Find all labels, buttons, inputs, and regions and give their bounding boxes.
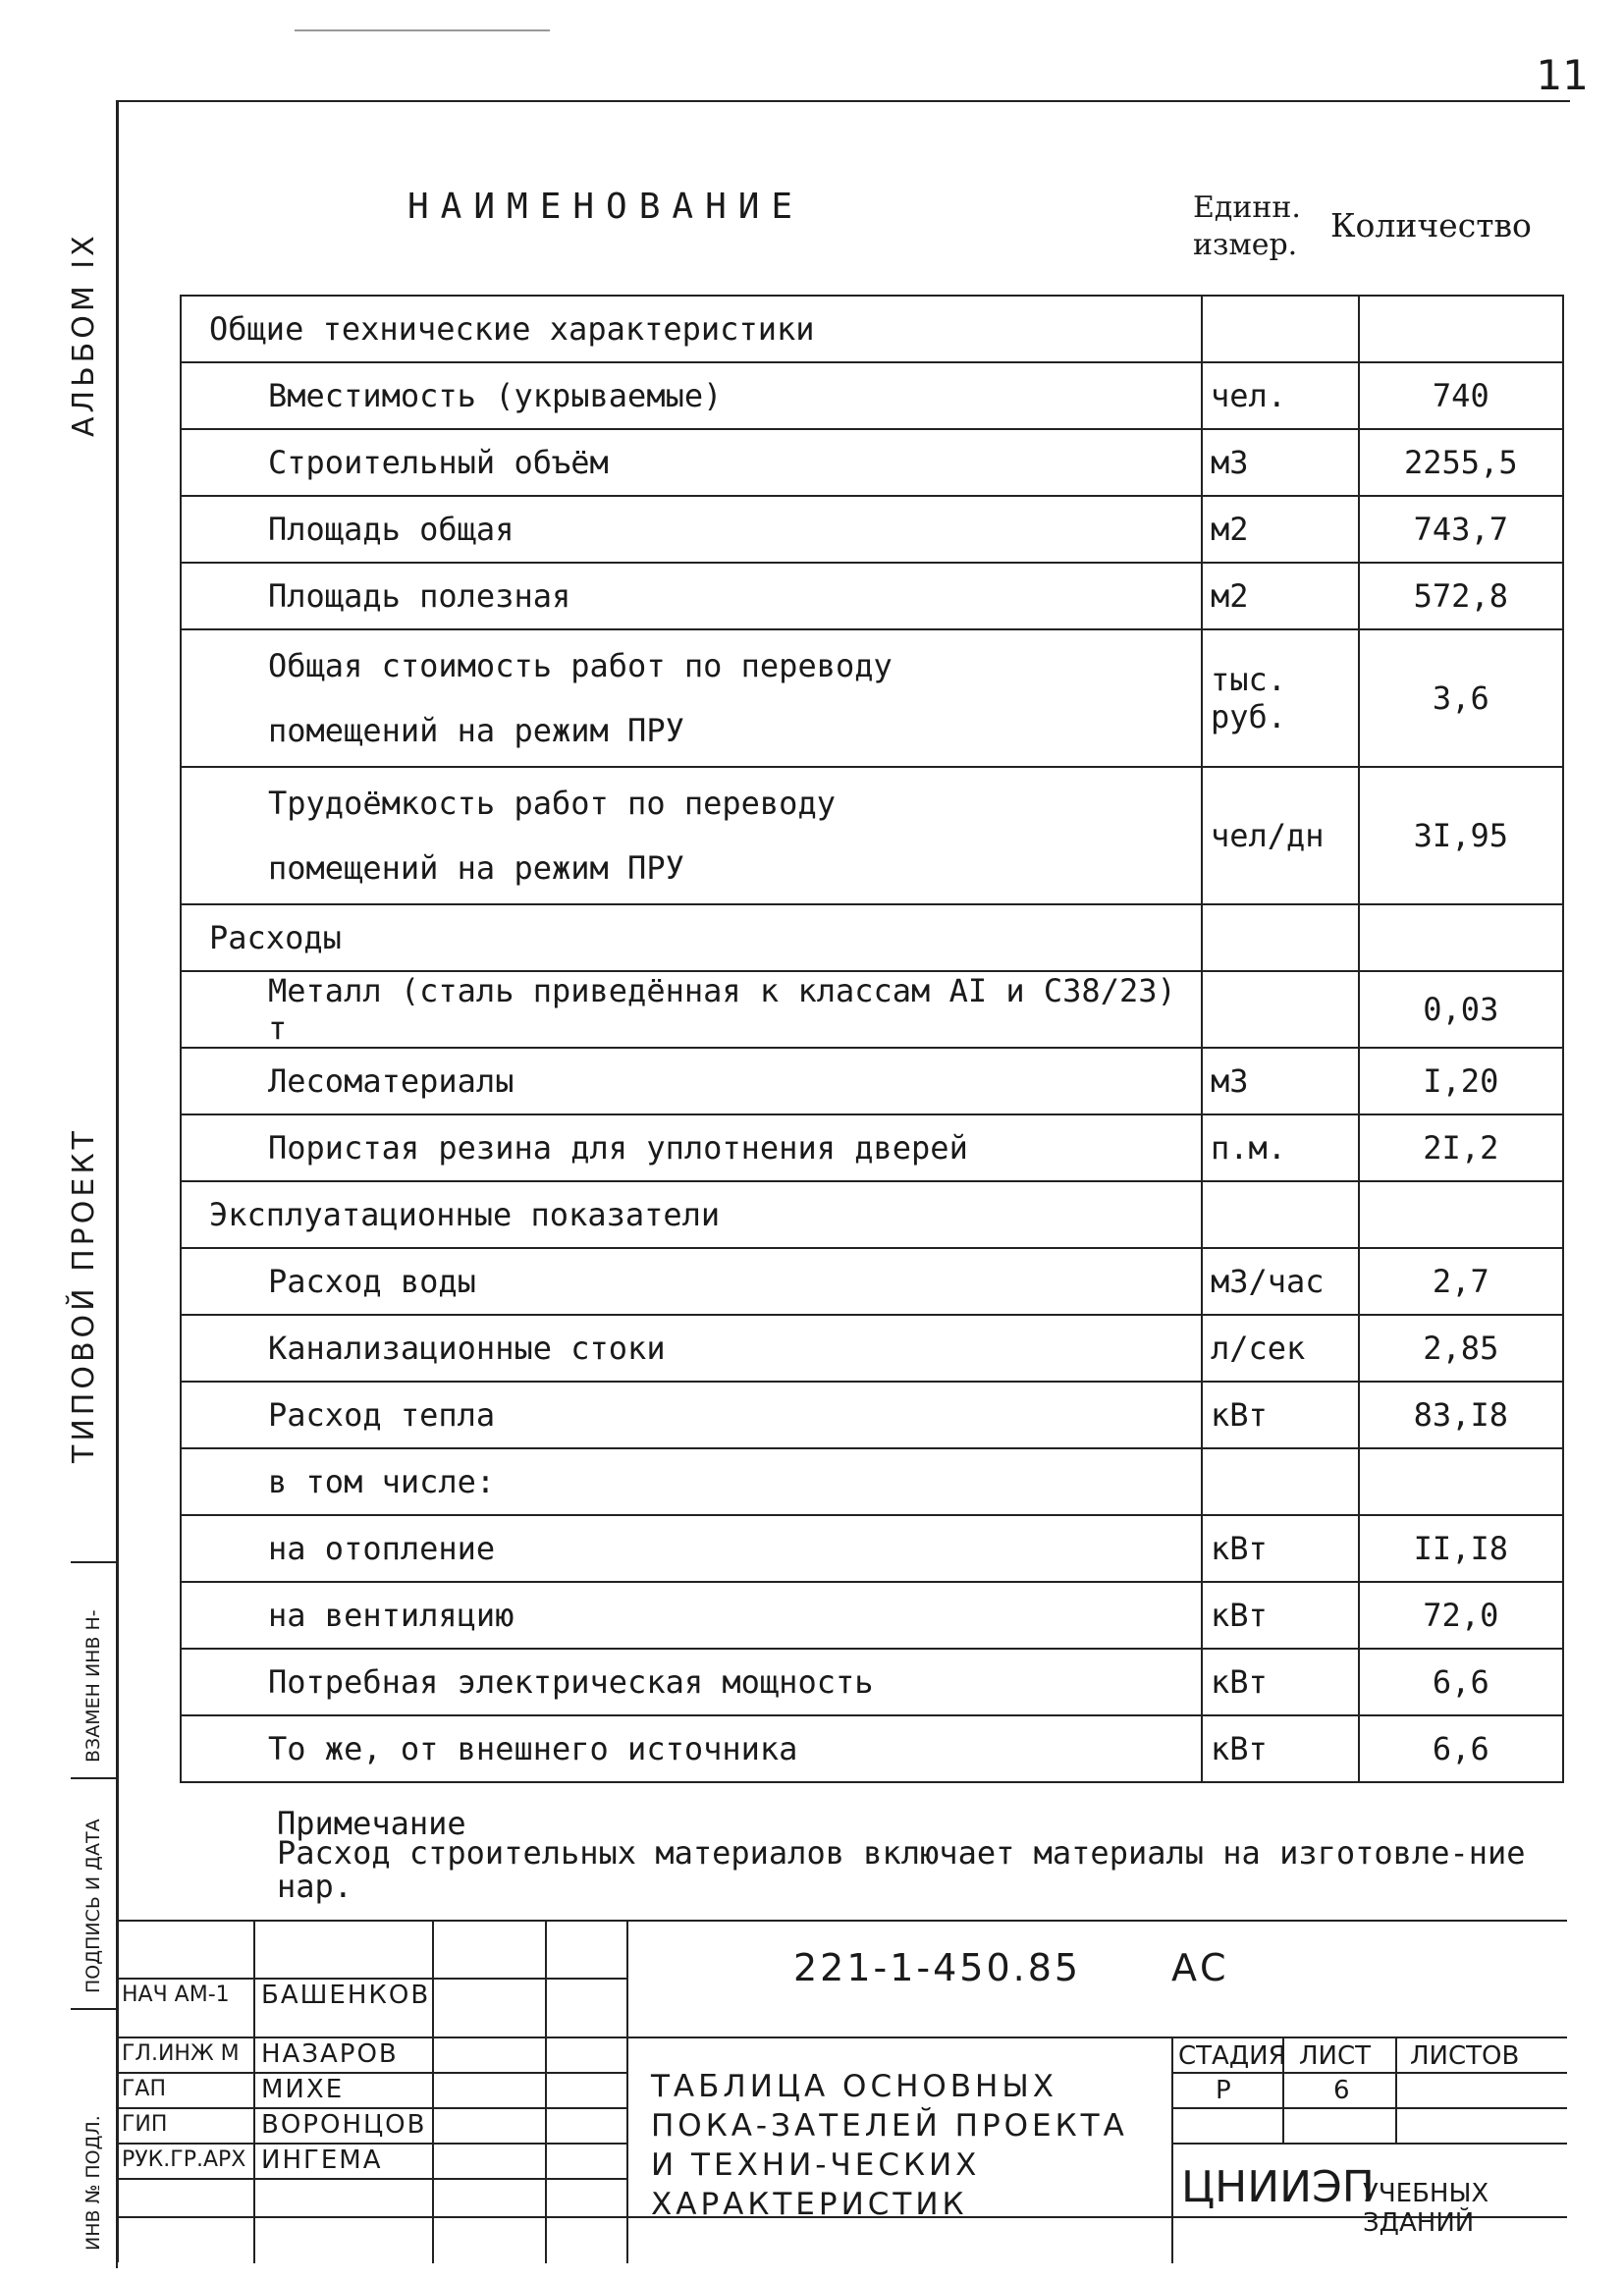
table-row [181,563,1563,629]
stamp-person-name: ИНГЕМА [261,2145,383,2175]
row-name: на отопление [181,1515,1202,1582]
page-mark: 11 [1536,51,1589,99]
row-unit: м3/час [1202,1248,1359,1315]
row-unit [1202,1448,1359,1515]
side-field-replace: ВЗАМЕН ИНВ Н- [82,1609,104,1763]
table-row [181,971,1563,1048]
header-name: НАИМЕНОВАНИЕ [407,187,805,227]
row-name: Эксплуатационные показатели [181,1181,1202,1248]
table-row [181,296,1563,362]
row-unit [1202,971,1359,1048]
row-name-line2: помещений на режим ПРУ [268,849,684,887]
row-name [181,767,1202,904]
row-quantity: 2255,5 [1359,429,1563,496]
table-row [181,429,1563,496]
table-row [181,629,1563,767]
row-quantity: 2,7 [1359,1248,1563,1315]
row-name-line2: помещений на режим ПРУ [268,712,684,749]
row-name: Канализационные стоки [181,1315,1202,1382]
row-name: Общие технические характеристики [181,296,1202,362]
header-unit-line2: измер. [1193,228,1298,262]
note-title: Примечание [277,1805,466,1842]
side-field-inv: ИНВ № ПОДЛ. [82,2115,104,2251]
row-name: Металл (сталь приведённая к классам AI и С38/23) т [181,971,1202,1048]
row-unit: м2 [1202,563,1359,629]
side-project: ТИПОВОЙ ПРОЕКТ [67,1127,101,1463]
side-field-signature: ПОДПИСЬ И ДАТА [82,1819,104,1993]
row-unit: тыс. руб. [1202,629,1359,767]
side-divider [71,1777,116,1779]
stamp-role: ГИП [122,2112,168,2137]
table-row [181,1715,1563,1782]
table-row [181,1382,1563,1448]
row-quantity [1359,296,1563,362]
table-row [181,904,1563,971]
row-unit [1202,296,1359,362]
row-quantity: 0,03 [1359,971,1563,1048]
row-quantity [1359,1181,1563,1248]
row-quantity: 6,6 [1359,1715,1563,1782]
row-quantity: II,I8 [1359,1515,1563,1582]
row-name: Потребная электрическая мощность [181,1649,1202,1715]
row-unit: л/сек [1202,1315,1359,1382]
note-text: Расход строительных материалов включает материалы на изготовле-ние нар. [277,1834,1526,1905]
row-quantity: 572,8 [1359,563,1563,629]
side-divider [71,2008,116,2010]
header-quantity: Количество [1330,206,1532,244]
row-unit: п.м. [1202,1114,1359,1181]
row-quantity: 3,6 [1359,629,1563,767]
side-album: АЛЬБОМ IX [67,232,101,437]
row-quantity: 72,0 [1359,1582,1563,1649]
table-row [181,1181,1563,1248]
table-row [181,1248,1563,1315]
row-unit: чел/дн [1202,767,1359,904]
stamp-person-name: МИХЕ [261,2075,345,2104]
row-unit: м3 [1202,1048,1359,1114]
table-row [181,496,1563,563]
sheet-value: 6 [1333,2076,1350,2105]
row-name: То же, от внешнего источника [181,1715,1202,1782]
row-name: Расход тепла [181,1382,1202,1448]
row-unit: м2 [1202,496,1359,563]
row-name: Вместимость (укрываемые) [181,362,1202,429]
document-code: 221-1-450.85 [793,1946,1082,1989]
table-row [181,1515,1563,1582]
row-name: на вентиляцию [181,1582,1202,1649]
row-name-line1: Общая стоимость работ по переводу [268,647,893,684]
table-row [181,767,1563,904]
row-name: Площадь полезная [181,563,1202,629]
row-name-line1: Трудоёмкость работ по переводу [268,785,836,822]
organization-subtitle: УЧЕБНЫХ ЗДАНИЙ [1363,2179,1489,2238]
stamp-role: РУК.ГР.АРХ [122,2147,246,2172]
row-quantity: 3I,95 [1359,767,1563,904]
table-row [181,362,1563,429]
row-quantity: 740 [1359,362,1563,429]
row-name: Расход воды [181,1248,1202,1315]
stamp-person-name: БАШЕНКОВ [261,1981,431,2010]
stage-value: Р [1216,2076,1231,2105]
sheet-title: ТАБЛИЦА ОСНОВНЫХ ПОКА-ЗАТЕЛЕЙ ПРОЕКТА И ТЕХНИ-ЧЕСКИХ ХАРАКТЕРИСТИК [651,2069,1128,2222]
table-row [181,1315,1563,1382]
row-unit: кВт [1202,1715,1359,1782]
row-name: Расходы [181,904,1202,971]
row-unit: кВт [1202,1515,1359,1582]
row-unit [1202,904,1359,971]
header-unit-line1: Единн. [1193,190,1301,225]
row-quantity: 2I,2 [1359,1114,1563,1181]
indicators-table [180,295,1564,1783]
row-quantity [1359,904,1563,971]
row-quantity: 743,7 [1359,496,1563,563]
row-unit: кВт [1202,1649,1359,1715]
table-row [181,1649,1563,1715]
row-unit: кВт [1202,1582,1359,1649]
row-quantity [1359,1448,1563,1515]
row-name: Лесоматериалы [181,1048,1202,1114]
sheets-label: ЛИСТОВ [1410,2041,1520,2071]
row-name: Пористая резина для уплотнения дверей [181,1114,1202,1181]
table-row [181,1448,1563,1515]
row-name: Площадь общая [181,496,1202,563]
stamp-role: ГАП [122,2077,167,2101]
document-mark: АС [1171,1946,1229,1989]
row-quantity: I,20 [1359,1048,1563,1114]
table-row [181,1048,1563,1114]
sheet-label: ЛИСТ [1299,2041,1372,2071]
row-unit: чел. [1202,362,1359,429]
row-unit: кВт [1202,1382,1359,1448]
table-row [181,1582,1563,1649]
stamp-role: ГЛ.ИНЖ М [122,2041,240,2066]
row-name: Строительный объём [181,429,1202,496]
row-unit [1202,1181,1359,1248]
row-unit: м3 [1202,429,1359,496]
stamp-person-name: ВОРОНЦОВ [261,2110,427,2140]
row-name [181,629,1202,767]
top-edge-line [295,29,550,31]
row-quantity: 83,I8 [1359,1382,1563,1448]
row-quantity: 6,6 [1359,1649,1563,1715]
table-row [181,1114,1563,1181]
stage-label: СТАДИЯ [1178,2041,1286,2071]
organization-logo: ЦНИИЭП [1181,2162,1375,2212]
side-divider [71,1561,116,1563]
row-quantity: 2,85 [1359,1315,1563,1382]
stamp-role: НАЧ АМ-1 [122,1982,230,2007]
row-name: в том числе: [181,1448,1202,1515]
stamp-person-name: НАЗАРОВ [261,2039,399,2069]
title-block [116,1920,1567,2263]
